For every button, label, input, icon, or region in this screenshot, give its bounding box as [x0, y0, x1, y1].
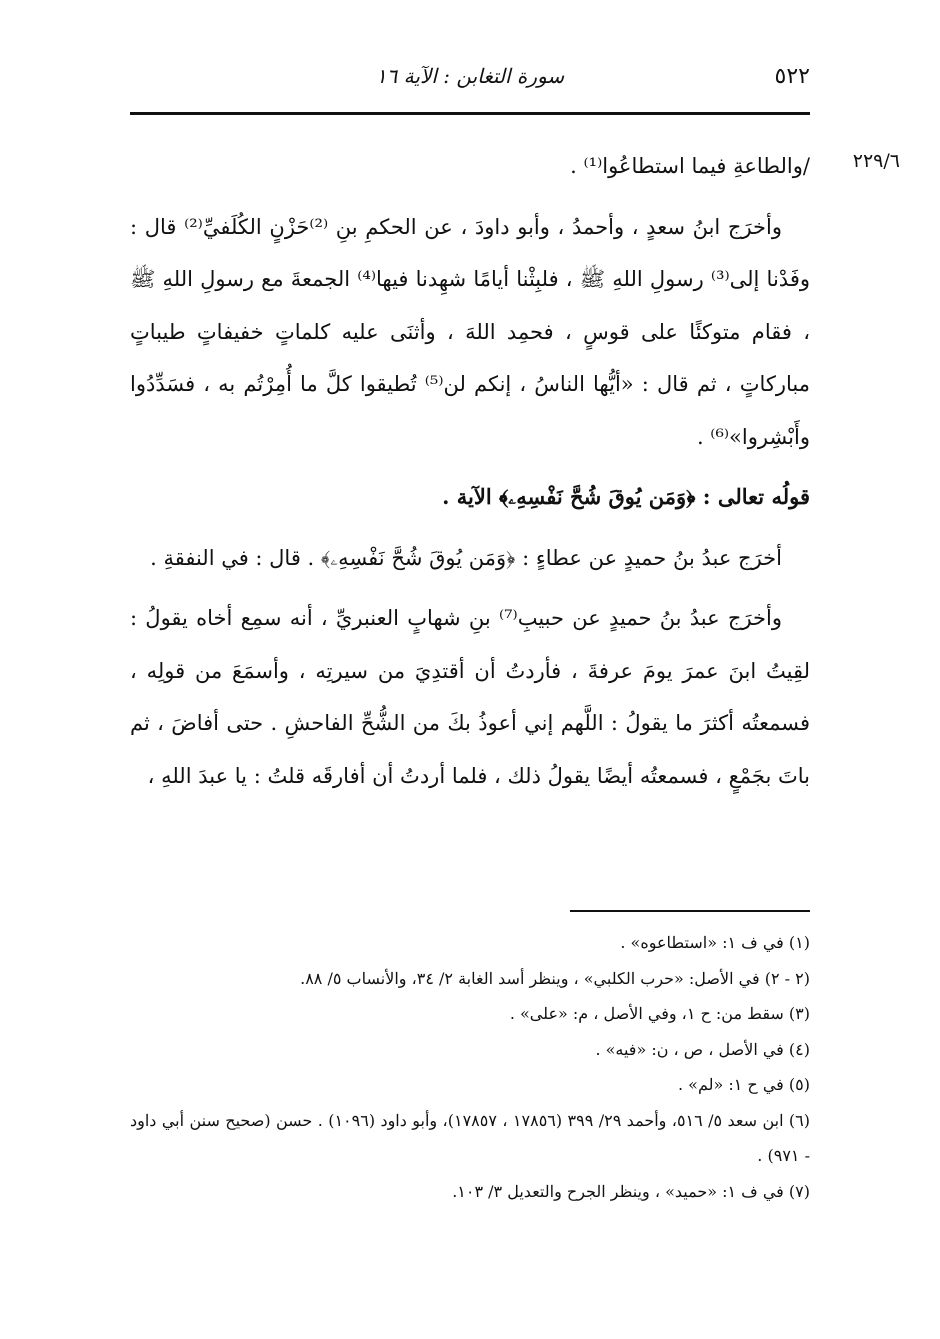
- main-text: [130, 140, 810, 802]
- page-number: ٥٢٢: [774, 64, 810, 89]
- header-rule: [130, 112, 810, 115]
- footnote: (٤) في الأصل ، ص ، ن: «فيه» .: [595, 1039, 810, 1059]
- margin-volume-page-ref: ٢٢٩/٦: [852, 150, 900, 172]
- page-header: [130, 62, 810, 102]
- footnote: (١) في ف ١: «استطاعوه» .: [620, 933, 810, 952]
- footnote: (٥) في ح ١: «لم» .: [678, 1075, 810, 1094]
- footnote: (٧) في ف ١: «حميد» ، وينظر الجرح والتعديل ٣/ ١٠٣.: [452, 1181, 810, 1201]
- footnote: (٦) ابن سعد ٥/ ٥١٦، وأحمد ٢٩/ ٣٩٩ (١٧٨٥٦ ، ١٧٨٥٧)، وأبو داود (١٠٩٦) . حسن (صحيح سنن أبي داود - ٩٧١) .: [130, 1110, 811, 1165]
- paragraph-4: وأخرَج عبدُ بنُ حميدٍ عن حبيبِ⁽⁷⁾ بنِ شهابٍ العنبريِّ ، أنه سمِع أخاه يقولُ : لقِيتُ ابنَ عمرَ يومَ عرفةَ ، فأردتُ أن أقتدِيَ من سيرتِه ، وأسمَعَ من قولِه ، فسمعتُه أكثرَ ما يقولُ : اللَّهم إني أعوذُ بكَ من الشُّحِّ الفاحشِ . حتى أفاضَ ، ثم باتَ بجَمْعٍ ، فسمعتُه أيضًا يقولُ ذلك ، فلما أردتُ أن أفارقَه قلتُ : يا عبدَ اللهِ ،: [130, 606, 810, 788]
- paragraph-3: أخرَج عبدُ بنُ حميدٍ عن عطاءٍ : ﴿وَمَن يُوقَ شُحَّ نَفْسِهِۦ﴾ . قال : في النفقةِ .: [150, 545, 782, 570]
- paragraph-2: وأخرَج ابنُ سعدٍ ، وأحمدُ ، وأبو داودَ ، عن الحكمِ بنِ ⁽²⁾حَزْنٍ الكُلَفيِّ⁽²⁾ قال : وفَدْنا إلى⁽³⁾ رسولِ اللهِ ﷺ ، فلبِثْنا أيامًا شهِدنا فيها⁽⁴⁾ الجمعةَ مع رسولِ اللهِ ﷺ ، فقام متوكئًا على قوسٍ ، فحمِد اللهَ ، وأثنَى عليه كلماتٍ خفيفاتٍ طيباتٍ مباركاتٍ ، ثم قال : «أيُّها الناسُ ، إنكم لن⁽⁵⁾ تُطيقوا كلَّ ما أُمِرْتُم به ، فسَدِّدُوا وأَبْشِروا»⁽⁶⁾ .: [130, 214, 810, 449]
- running-head: سورة التغابن : الآية ١٦: [375, 64, 565, 88]
- footnote-rule: [570, 910, 810, 912]
- footnotes: [130, 925, 810, 1209]
- footnote: (٣) سقط من: ح ١، وفي الأصل ، م: «على» .: [509, 1004, 810, 1023]
- footnote: (٢ - ٢) في الأصل: «حرب الكلبي» ، وينظر أسد الغابة ٢/ ٣٤، والأنساب ٥/ ٨٨.: [300, 968, 810, 988]
- paragraph-1: /والطاعةِ فيما استطاعُوا⁽¹⁾ .: [570, 154, 810, 178]
- section-heading: قولُه تعالى : ﴿وَمَن يُوقَ شُحَّ نَفْسِهِۦ﴾ الآية .: [442, 484, 810, 509]
